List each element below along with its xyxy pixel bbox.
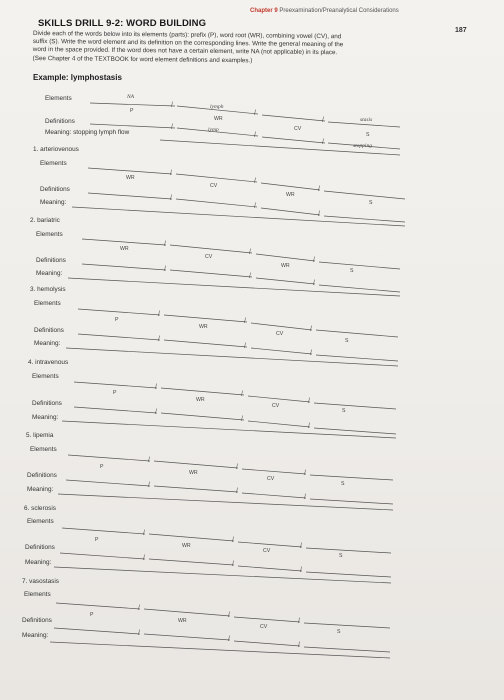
item-word: 3. hemolysis — [30, 286, 66, 293]
svg-text:/: / — [304, 470, 306, 477]
svg-text:/: / — [158, 336, 160, 343]
elements-label: Elements — [32, 373, 59, 380]
item-word: 4. intravenous — [28, 359, 69, 366]
cv-caption: CV — [267, 476, 275, 482]
cv-caption: CV — [272, 403, 280, 409]
example-suffix-answer: stasis — [360, 117, 373, 123]
wr-caption: WR — [286, 192, 295, 198]
svg-text:/: / — [318, 211, 320, 218]
svg-text:/: / — [138, 630, 140, 637]
chapter-label: Chapter 9 — [250, 8, 278, 14]
svg-text:/: / — [232, 537, 234, 544]
svg-text:/: / — [244, 343, 246, 350]
example-meaning: Meaning: stopping lymph flow — [45, 129, 130, 136]
definitions-label: Definitions — [40, 186, 70, 193]
svg-text:/: / — [313, 280, 315, 287]
instruction-line: word in the space provided. If the word does not have a certain element, write NA (not applicable) in its place. — [32, 46, 338, 57]
example-wordroot-answer: lymph — [210, 104, 224, 110]
instruction-line: Divide each of the words below into its elements (parts): prefix (P), word root (WR), combining vowel (CV), and — [32, 30, 342, 41]
s-caption: S — [342, 408, 346, 414]
meaning-label: Meaning: — [40, 199, 67, 206]
instruction-line: suffix (S). Write the word element and its definition on the corresponding lines. Write the general meaning of the — [32, 38, 344, 49]
s-caption: S — [345, 338, 349, 344]
meaning-label: Meaning: — [27, 486, 54, 493]
svg-text:/: / — [164, 266, 166, 273]
definitions-label: Definitions — [22, 617, 52, 624]
example-definitions-label: Definitions — [45, 118, 75, 125]
example-title: Example: lymphostasis — [33, 73, 122, 82]
svg-text:/: / — [254, 110, 256, 117]
example-cv-caption: CV — [294, 126, 302, 132]
s-caption: S — [369, 200, 373, 206]
example-wordroot-definition: lymp — [208, 127, 219, 133]
svg-text:/: / — [138, 605, 140, 612]
svg-text:/: / — [143, 530, 145, 537]
example-elements-label: Elements — [45, 95, 72, 102]
svg-text:/: / — [170, 170, 172, 177]
svg-text:/: / — [155, 384, 157, 391]
meaning-label: Meaning: — [32, 414, 59, 421]
definitions-label: Definitions — [36, 257, 66, 264]
drill-title: SKILLS DRILL 9-2: WORD BUILDING — [38, 18, 207, 29]
svg-text:/: / — [300, 567, 302, 574]
svg-text:/: / — [254, 132, 256, 139]
s-caption: S — [350, 268, 354, 274]
example-prefix-answer: NA — [127, 94, 135, 100]
item-word: 2. bariatric — [30, 217, 60, 224]
chapter-title: Preexamination/Preanalytical Considerations — [279, 8, 399, 14]
example-wordroot-caption: WR — [214, 116, 223, 122]
p-caption: P — [115, 317, 119, 323]
p-caption: P — [113, 390, 117, 396]
svg-text:/: / — [236, 488, 238, 495]
elements-label: Elements — [24, 591, 51, 598]
svg-text:/: / — [318, 186, 320, 193]
wr-caption: WR — [178, 618, 187, 624]
svg-text:/: / — [298, 642, 300, 649]
svg-text:/: / — [308, 398, 310, 405]
svg-text:/: / — [232, 561, 234, 568]
s-caption: S — [337, 629, 341, 635]
svg-text:/: / — [310, 350, 312, 357]
item-word: 5. lipemia — [26, 432, 54, 439]
elements-label: Elements — [27, 518, 54, 525]
s-caption: S — [341, 481, 345, 487]
svg-text:/: / — [300, 543, 302, 550]
definitions-label: Definitions — [27, 472, 57, 479]
svg-text:/: / — [228, 612, 230, 619]
svg-text:/: / — [322, 139, 324, 146]
svg-text:/: / — [298, 618, 300, 625]
item-word: 7. vasostasis — [22, 578, 59, 585]
meaning-label: Meaning: — [25, 559, 52, 566]
page-number: 187 — [455, 27, 467, 34]
svg-text:/: / — [254, 203, 256, 210]
svg-text:/: / — [171, 102, 173, 109]
svg-text:/: / — [249, 249, 251, 256]
svg-text:/: / — [228, 636, 230, 643]
instruction-line: (See Chapter 4 of the TEXTBOOK for word element definitions and examples.) — [32, 54, 253, 64]
svg-text:/: / — [143, 555, 145, 562]
elements-label: Elements — [40, 160, 67, 167]
svg-text:/: / — [254, 178, 256, 185]
wr-caption: WR — [196, 397, 205, 403]
cv-caption: CV — [205, 254, 213, 260]
svg-text:/: / — [241, 391, 243, 398]
example-suffix-caption: S — [366, 132, 370, 138]
elements-label: Elements — [30, 446, 57, 453]
p-caption: P — [95, 537, 99, 543]
svg-text:/: / — [304, 494, 306, 501]
svg-text:/: / — [171, 124, 173, 131]
cv-caption: CV — [263, 548, 271, 554]
definitions-label: Definitions — [32, 400, 62, 407]
elements-label: Elements — [36, 231, 63, 238]
wr-caption: WR — [199, 324, 208, 330]
cv-caption: CV — [210, 183, 218, 189]
definitions-label: Definitions — [25, 544, 55, 551]
svg-text:/: / — [241, 416, 243, 423]
meaning-label: Meaning: — [22, 632, 49, 639]
svg-text:/: / — [148, 457, 150, 464]
definitions-label: Definitions — [34, 327, 64, 334]
elements-label: Elements — [34, 300, 61, 307]
svg-text:/: / — [236, 464, 238, 471]
meaning-label: Meaning: — [36, 270, 63, 277]
svg-text:/: / — [155, 409, 157, 416]
wr-caption: WR — [189, 470, 198, 476]
wr-caption: WR — [182, 543, 191, 549]
svg-text:/: / — [322, 117, 324, 124]
p-caption: P — [90, 612, 94, 618]
example-suffix-definition: stopping — [353, 143, 372, 149]
p-caption: P — [100, 464, 104, 470]
svg-text:/: / — [313, 257, 315, 264]
wr-caption: WR — [126, 175, 135, 181]
svg-text:/: / — [308, 423, 310, 430]
svg-text:/: / — [148, 482, 150, 489]
wr-caption: WR — [281, 263, 290, 269]
cv-caption: CV — [260, 624, 268, 630]
s-caption: S — [339, 553, 343, 559]
item-word: 6. sclerosis — [24, 505, 56, 512]
svg-text:/: / — [310, 326, 312, 333]
example-prefix-caption: P — [130, 108, 134, 114]
cv-caption: CV — [276, 331, 284, 337]
svg-text:/: / — [244, 318, 246, 325]
svg-text:/: / — [249, 273, 251, 280]
svg-text:/: / — [164, 241, 166, 248]
wr-caption: WR — [120, 246, 129, 252]
svg-text:/: / — [158, 311, 160, 318]
item-word: 1. arteriovenous — [33, 146, 79, 153]
svg-text:/: / — [170, 195, 172, 202]
meaning-label: Meaning: — [34, 340, 61, 347]
